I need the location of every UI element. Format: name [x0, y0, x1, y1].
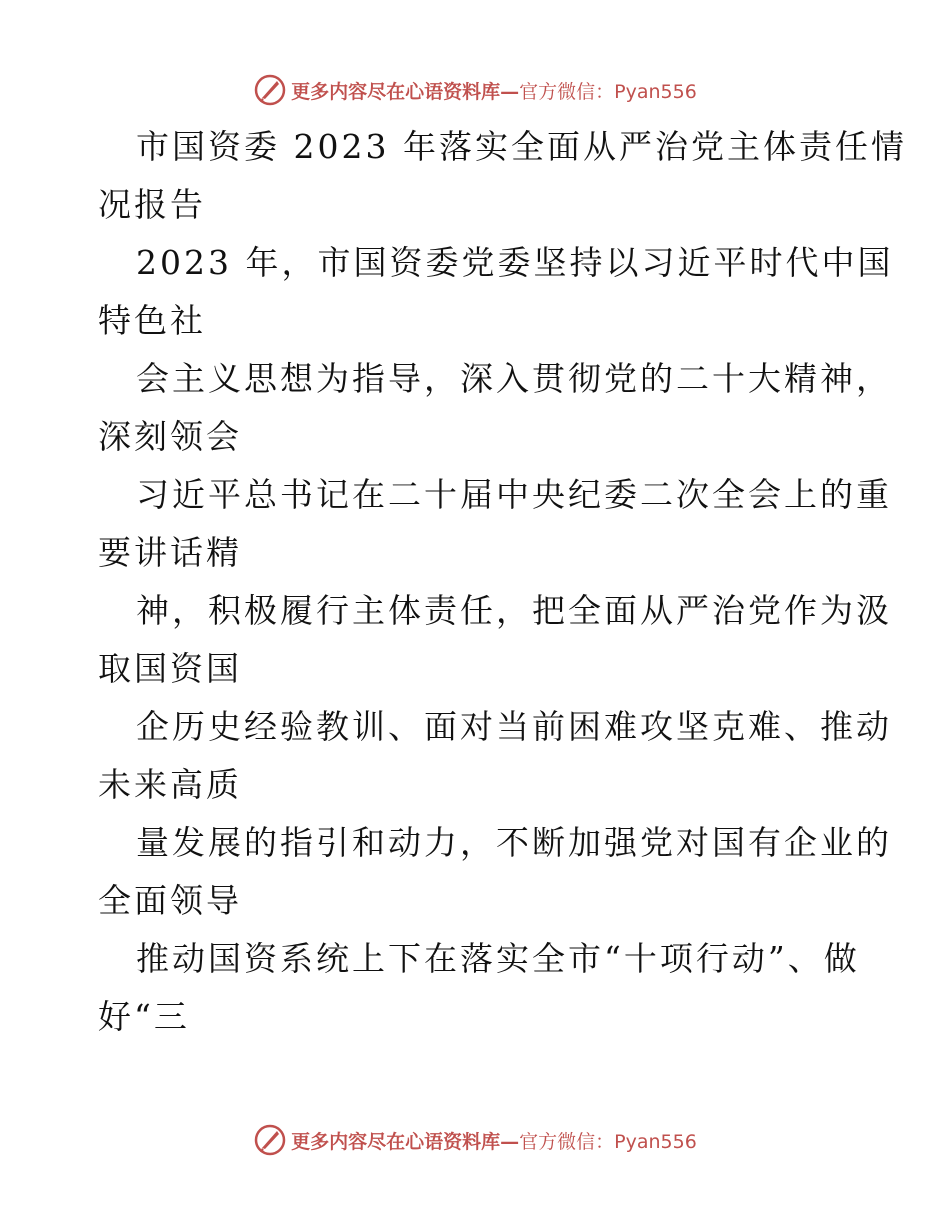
text-line: 量发展的指引和动力，不断加强党对国有企业的 [136, 823, 892, 862]
text-line: 取国资国 [98, 649, 242, 688]
text-line: 推动国资系统上下在落实全市“十项行动”、做 [136, 939, 860, 978]
text-line: 特色社 [98, 301, 206, 340]
text-line: 2023 年，市国资委党委坚持以习近平时代中国 [136, 243, 894, 282]
text-line: 要讲话精 [98, 533, 242, 572]
text-line: 神，积极履行主体责任，把全面从严治党作为汲 [136, 591, 892, 630]
document-body [98, 118, 907, 1046]
text-line: 会主义思想为指导，深入贯彻党的二十大精神， [136, 359, 892, 398]
watermark-brand-text: 更多内容尽在心语资料库— [291, 80, 520, 103]
text-line: 市国资委 2023 年落实全面从严治党主体责任情 [136, 127, 907, 166]
document-lines [98, 118, 907, 1046]
text-line: 全面领导 [98, 881, 242, 920]
text-line: 好“三 [98, 997, 190, 1036]
header-watermark [0, 70, 950, 110]
text-line: 企历史经验教训、面对当前困难攻坚克难、推动 [136, 707, 892, 746]
text-line: 况报告 [98, 185, 206, 224]
quill-logo-icon [253, 73, 287, 107]
text-line: 未来高质 [98, 765, 242, 804]
footer-watermark [0, 1120, 950, 1160]
text-line: 习近平总书记在二十届中央纪委二次全会上的重 [136, 475, 892, 514]
quill-logo-icon [253, 1123, 287, 1157]
watermark-brand-text: 更多内容尽在心语资料库— [291, 1130, 520, 1153]
watermark-contact-text: 官方微信：Pyan556 [519, 1130, 697, 1153]
watermark-contact-text: 官方微信：Pyan556 [519, 80, 697, 103]
text-line: 深刻领会 [98, 417, 242, 456]
